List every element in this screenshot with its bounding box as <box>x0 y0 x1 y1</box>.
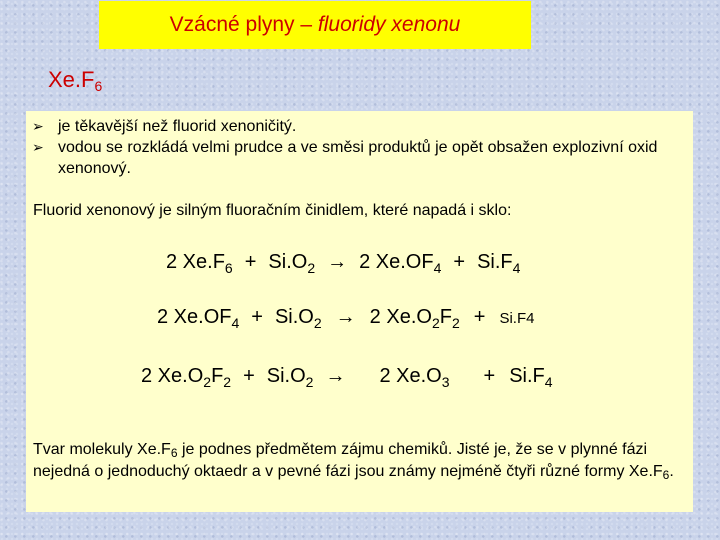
equation-1 <box>166 251 520 274</box>
eq-term: Si.O <box>268 251 308 273</box>
eq-term: Si.O <box>266 365 306 387</box>
list-item <box>32 116 682 137</box>
eq-term: 2 Xe.O <box>141 365 204 387</box>
eq-plus: + <box>453 251 466 273</box>
bullet-text: je těkavější než fluorid xenoničitý. <box>58 118 297 135</box>
eq-term: 2 Xe.OF <box>157 306 232 328</box>
eq-term: Si.F <box>477 251 513 273</box>
eq-plus: + <box>483 365 496 387</box>
eq-plus: + <box>243 365 255 387</box>
eq-term: 2 Xe.F <box>166 251 225 273</box>
footer-text: Tvar molekuly Xe.F <box>33 441 171 458</box>
eq-plus: + <box>251 306 263 328</box>
reaction-arrow-icon: → <box>327 251 348 273</box>
eq-term: 2 Xe.O <box>379 365 442 387</box>
title-prefix: Vzácné plyny <box>169 13 295 36</box>
eq-term: 2 Xe.OF <box>359 251 434 273</box>
eq-subscript: 4 <box>433 260 442 276</box>
eq-term: Si.F <box>509 365 545 387</box>
eq-subscript: 4 <box>512 260 521 276</box>
eq-term: Si.F4 <box>499 310 535 327</box>
eq-subscript: 2 <box>307 260 316 276</box>
eq-subscript: 4 <box>544 374 553 390</box>
eq-subscript: 2 <box>305 374 314 390</box>
eq-subscript: 2 <box>203 374 212 390</box>
intro-text: Fluorid xenonový je silným fluoračním činidlem, které napadá i sklo: <box>33 202 512 219</box>
eq-term: F <box>211 365 224 387</box>
list-item <box>32 137 682 179</box>
footer-paragraph <box>33 439 688 483</box>
footer-text: je podnes předmětem zájmu chemiků. Jisté je, že se v plynné fázi nejedná o jednoduchý oktaedr a v pevné fázi jsou známy nejméně čtyři různé formy Xe.F <box>33 441 663 480</box>
compound-heading <box>48 67 102 93</box>
eq-plus: + <box>244 251 257 273</box>
eq-subscript: 2 <box>431 315 440 331</box>
eq-subscript: 4 <box>231 315 240 331</box>
footer-subscript: 6 <box>170 446 178 460</box>
eq-subscript: 3 <box>441 374 450 390</box>
arrow-bullet-icon: ➢ <box>32 139 44 155</box>
eq-term: 2 Xe.O <box>369 306 432 328</box>
eq-subscript: 6 <box>224 260 233 276</box>
footer-text: . <box>669 463 674 480</box>
footer-subscript: 6 <box>662 468 670 482</box>
eq-term: F <box>439 306 452 328</box>
equation-3 <box>141 365 553 388</box>
eq-subscript: 2 <box>313 315 322 331</box>
bullet-list <box>32 116 682 179</box>
eq-subscript: 2 <box>223 374 232 390</box>
reaction-arrow-icon: → <box>335 306 356 328</box>
slide-title <box>99 1 531 49</box>
eq-plus: + <box>473 306 486 328</box>
reaction-arrow-icon: → <box>325 365 346 387</box>
arrow-bullet-icon: ➢ <box>32 118 44 134</box>
title-italic: fluoridy xenonu <box>317 13 461 36</box>
content-panel <box>26 111 693 512</box>
eq-subscript: 2 <box>451 315 460 331</box>
equation-2 <box>157 306 534 329</box>
heading-sub: 6 <box>94 78 103 94</box>
title-dash: – <box>294 13 318 36</box>
eq-term: Si.O <box>274 306 314 328</box>
heading-main: Xe.F <box>48 67 95 92</box>
bullet-text: vodou se rozkládá velmi prudce a ve směsi produktů je opět obsažen explozivní oxid xenonový. <box>58 139 658 177</box>
